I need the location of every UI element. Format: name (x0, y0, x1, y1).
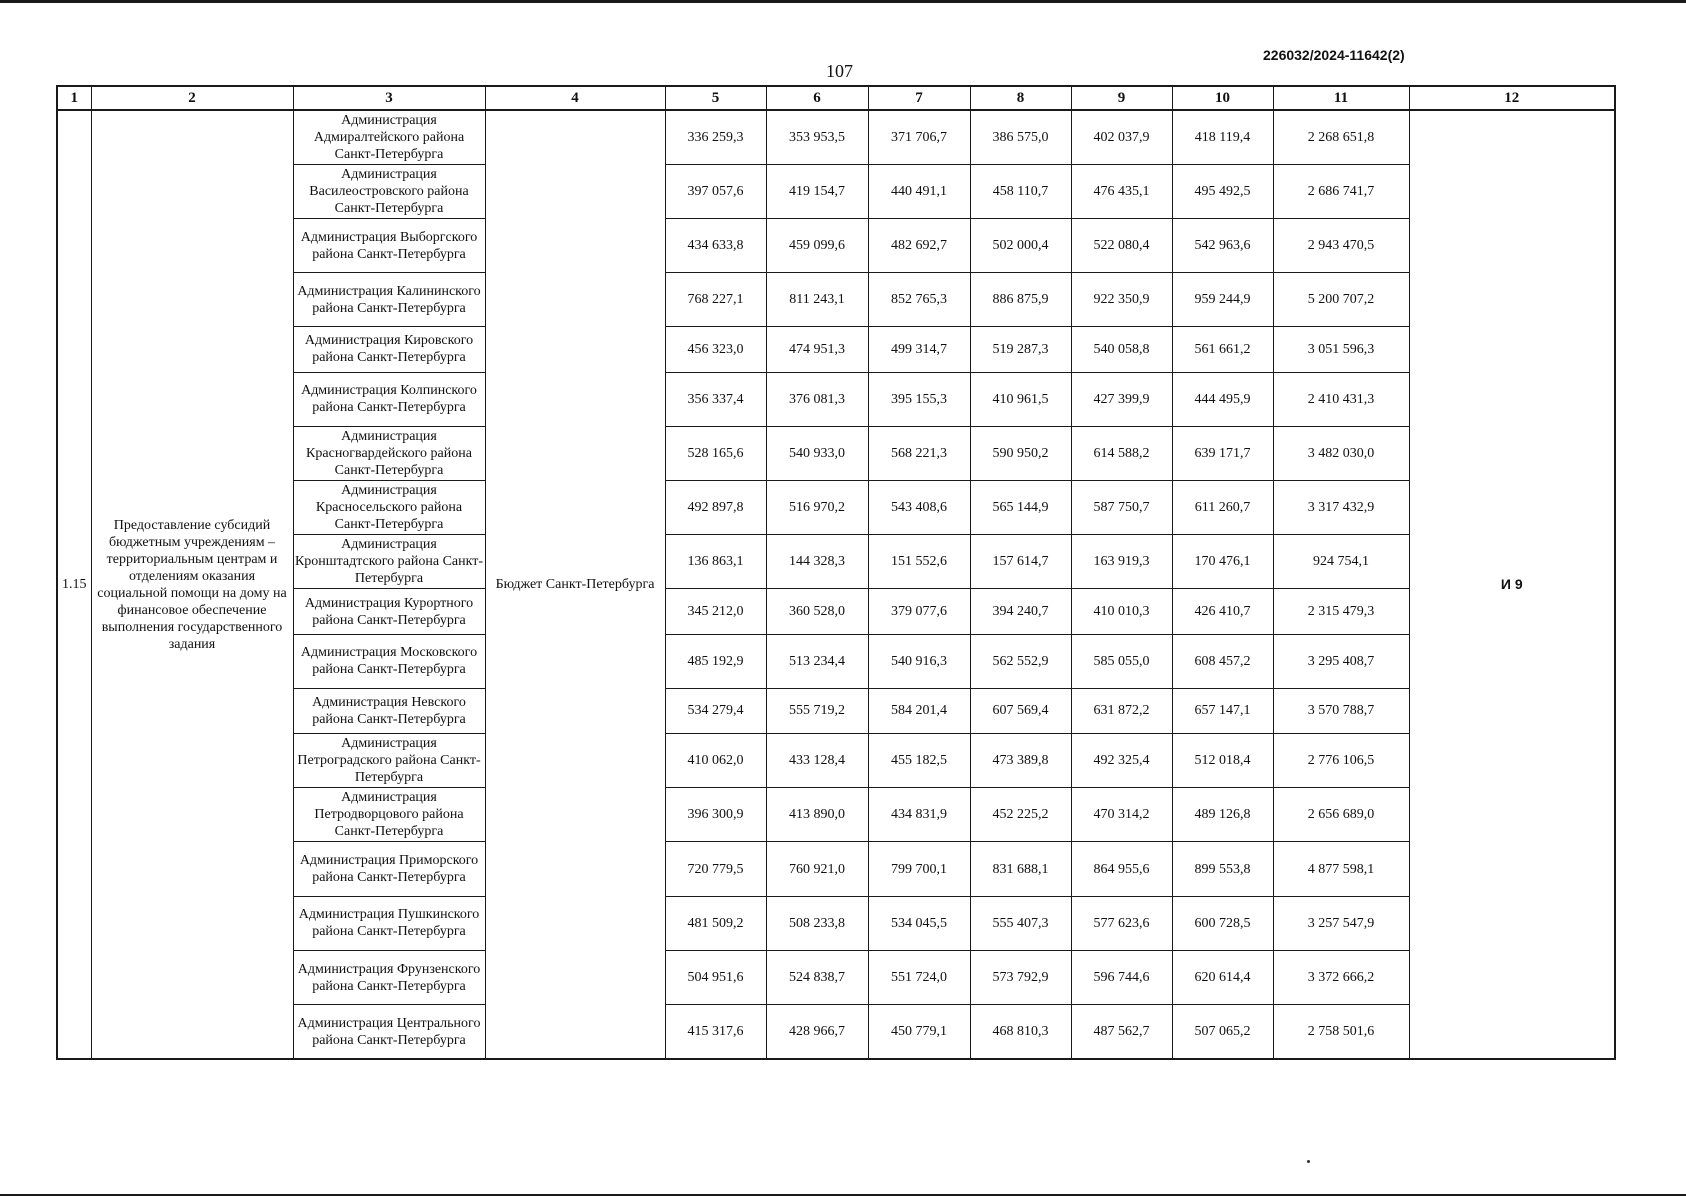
value-cell: 886 875,9 (970, 273, 1071, 327)
value-cell: 657 147,1 (1172, 688, 1273, 733)
executor-cell: Администрация Калининского района Санкт-Петербурга (293, 273, 485, 327)
value-cell: 394 240,7 (970, 589, 1071, 634)
value-cell: 396 300,9 (665, 788, 766, 842)
value-cell: 3 482 030,0 (1273, 426, 1409, 480)
value-cell: 524 838,7 (766, 950, 868, 1004)
column-header: 5 (665, 86, 766, 110)
value-cell: 371 706,7 (868, 110, 970, 164)
value-cell: 163 919,3 (1071, 535, 1172, 589)
executor-cell: Администрация Петроградского района Санкт-Петербурга (293, 734, 485, 788)
value-cell: 482 692,7 (868, 218, 970, 272)
page-number: 107 (826, 61, 853, 81)
funding-source: Бюджет Санкт-Петербурга (485, 110, 665, 1059)
executor-cell: Администрация Центрального района Санкт-Петербурга (293, 1005, 485, 1059)
column-header: 2 (91, 86, 293, 110)
value-cell: 499 314,7 (868, 327, 970, 372)
value-cell: 3 051 596,3 (1273, 327, 1409, 372)
value-cell: 534 279,4 (665, 688, 766, 733)
value-cell: 3 570 788,7 (1273, 688, 1409, 733)
item-code: 1.15 (57, 110, 91, 1059)
value-cell: 614 588,2 (1071, 426, 1172, 480)
executor-cell: Администрация Московского района Санкт-Петербурга (293, 634, 485, 688)
value-cell: 492 897,8 (665, 481, 766, 535)
value-cell: 607 569,4 (970, 688, 1071, 733)
value-cell: 450 779,1 (868, 1005, 970, 1059)
value-cell: 336 259,3 (665, 110, 766, 164)
value-cell: 4 877 598,1 (1273, 842, 1409, 896)
executor-cell: Администрация Кировского района Санкт-Петербурга (293, 327, 485, 372)
value-cell: 584 201,4 (868, 688, 970, 733)
value-cell: 476 435,1 (1071, 164, 1172, 218)
executor-cell: Администрация Адмиралтейского района Санкт-Петербурга (293, 110, 485, 164)
bottom-border-line (0, 1194, 1686, 1196)
value-cell: 2 315 479,3 (1273, 589, 1409, 634)
top-border-line (0, 0, 1686, 3)
value-cell: 2 758 501,6 (1273, 1005, 1409, 1059)
value-cell: 489 126,8 (1172, 788, 1273, 842)
value-cell: 410 961,5 (970, 372, 1071, 426)
column-header: 9 (1071, 86, 1172, 110)
value-cell: 495 492,5 (1172, 164, 1273, 218)
budget-table (56, 85, 1616, 1060)
value-cell: 852 765,3 (868, 273, 970, 327)
value-cell: 418 119,4 (1172, 110, 1273, 164)
value-cell: 639 171,7 (1172, 426, 1273, 480)
value-cell: 2 410 431,3 (1273, 372, 1409, 426)
value-cell: 596 744,6 (1071, 950, 1172, 1004)
value-cell: 356 337,4 (665, 372, 766, 426)
value-cell: 434 633,8 (665, 218, 766, 272)
column-header: 3 (293, 86, 485, 110)
executor-cell: Администрация Василеостровского района Санкт-Петербурга (293, 164, 485, 218)
value-cell: 440 491,1 (868, 164, 970, 218)
executor-cell: Администрация Невского района Санкт-Петербурга (293, 688, 485, 733)
value-cell: 577 623,6 (1071, 896, 1172, 950)
table-body (57, 110, 1615, 1059)
column-header: 6 (766, 86, 868, 110)
scan-speck (1307, 1160, 1310, 1163)
executor-cell: Администрация Приморского района Санкт-Петербурга (293, 842, 485, 896)
value-cell: 5 200 707,2 (1273, 273, 1409, 327)
value-cell: 502 000,4 (970, 218, 1071, 272)
value-cell: 811 243,1 (766, 273, 868, 327)
executor-cell: Администрация Выборгского района Санкт-Петербурга (293, 218, 485, 272)
executor-cell: Администрация Красносельского района Санкт-Петербурга (293, 481, 485, 535)
value-cell: 760 921,0 (766, 842, 868, 896)
column-header: 8 (970, 86, 1071, 110)
document-id: 226032/2024-11642(2) (1263, 47, 1405, 63)
column-header: 1 (57, 86, 91, 110)
value-cell: 444 495,9 (1172, 372, 1273, 426)
value-cell: 433 128,4 (766, 734, 868, 788)
value-cell: 144 328,3 (766, 535, 868, 589)
value-cell: 551 724,0 (868, 950, 970, 1004)
value-cell: 587 750,7 (1071, 481, 1172, 535)
value-cell: 492 325,4 (1071, 734, 1172, 788)
value-cell: 458 110,7 (970, 164, 1071, 218)
column-header: 7 (868, 86, 970, 110)
column-header: 12 (1409, 86, 1615, 110)
value-cell: 413 890,0 (766, 788, 868, 842)
value-cell: 395 155,3 (868, 372, 970, 426)
value-cell: 2 943 470,5 (1273, 218, 1409, 272)
value-cell: 959 244,9 (1172, 273, 1273, 327)
value-cell: 455 182,5 (868, 734, 970, 788)
value-cell: 631 872,2 (1071, 688, 1172, 733)
value-cell: 419 154,7 (766, 164, 868, 218)
value-cell: 360 528,0 (766, 589, 868, 634)
value-cell: 3 372 666,2 (1273, 950, 1409, 1004)
value-cell: 516 970,2 (766, 481, 868, 535)
value-cell: 522 080,4 (1071, 218, 1172, 272)
item-description: Предоставление субсидий бюджетным учреждениям – территориальным центрам и отделениям оказания социальной помощи на дому на финансовое обеспечение выполнения государственного задания (91, 110, 293, 1059)
column-header: 10 (1172, 86, 1273, 110)
value-cell: 600 728,5 (1172, 896, 1273, 950)
value-cell: 379 077,6 (868, 589, 970, 634)
value-cell: 534 045,5 (868, 896, 970, 950)
value-cell: 353 953,5 (766, 110, 868, 164)
value-cell: 468 810,3 (970, 1005, 1071, 1059)
column-header: 11 (1273, 86, 1409, 110)
value-cell: 428 966,7 (766, 1005, 868, 1059)
value-cell: 473 389,8 (970, 734, 1071, 788)
value-cell: 565 144,9 (970, 481, 1071, 535)
value-cell: 620 614,4 (1172, 950, 1273, 1004)
value-cell: 386 575,0 (970, 110, 1071, 164)
value-cell: 426 410,7 (1172, 589, 1273, 634)
value-cell: 573 792,9 (970, 950, 1071, 1004)
value-cell: 864 955,6 (1071, 842, 1172, 896)
result-reference: И 9 (1409, 110, 1615, 1059)
value-cell: 899 553,8 (1172, 842, 1273, 896)
value-cell: 799 700,1 (868, 842, 970, 896)
executor-cell: Администрация Колпинского района Санкт-Петербурга (293, 372, 485, 426)
value-cell: 3 317 432,9 (1273, 481, 1409, 535)
value-cell: 481 509,2 (665, 896, 766, 950)
value-cell: 608 457,2 (1172, 634, 1273, 688)
value-cell: 720 779,5 (665, 842, 766, 896)
value-cell: 542 963,6 (1172, 218, 1273, 272)
value-cell: 136 863,1 (665, 535, 766, 589)
value-cell: 519 287,3 (970, 327, 1071, 372)
value-cell: 507 065,2 (1172, 1005, 1273, 1059)
executor-cell: Администрация Пушкинского района Санкт-Петербурга (293, 896, 485, 950)
executor-cell: Администрация Фрунзенского района Санкт-Петербурга (293, 950, 485, 1004)
table-row (57, 110, 1615, 164)
value-cell: 434 831,9 (868, 788, 970, 842)
value-cell: 2 776 106,5 (1273, 734, 1409, 788)
column-number-row (57, 86, 1615, 110)
value-cell: 170 476,1 (1172, 535, 1273, 589)
value-cell: 485 192,9 (665, 634, 766, 688)
value-cell: 2 268 651,8 (1273, 110, 1409, 164)
value-cell: 2 656 689,0 (1273, 788, 1409, 842)
value-cell: 540 933,0 (766, 426, 868, 480)
value-cell: 345 212,0 (665, 589, 766, 634)
value-cell: 402 037,9 (1071, 110, 1172, 164)
value-cell: 512 018,4 (1172, 734, 1273, 788)
executor-cell: Администрация Кронштадтского района Санкт-Петербурга (293, 535, 485, 589)
value-cell: 555 407,3 (970, 896, 1071, 950)
value-cell: 157 614,7 (970, 535, 1071, 589)
value-cell: 2 686 741,7 (1273, 164, 1409, 218)
value-cell: 528 165,6 (665, 426, 766, 480)
value-cell: 397 057,6 (665, 164, 766, 218)
value-cell: 561 661,2 (1172, 327, 1273, 372)
value-cell: 452 225,2 (970, 788, 1071, 842)
value-cell: 151 552,6 (868, 535, 970, 589)
value-cell: 568 221,3 (868, 426, 970, 480)
value-cell: 543 408,6 (868, 481, 970, 535)
value-cell: 459 099,6 (766, 218, 868, 272)
executor-cell: Администрация Красногвардейского района Санкт-Петербурга (293, 426, 485, 480)
value-cell: 924 754,1 (1273, 535, 1409, 589)
executor-cell: Администрация Курортного района Санкт-Петербурга (293, 589, 485, 634)
value-cell: 487 562,7 (1071, 1005, 1172, 1059)
value-cell: 611 260,7 (1172, 481, 1273, 535)
value-cell: 427 399,9 (1071, 372, 1172, 426)
value-cell: 376 081,3 (766, 372, 868, 426)
value-cell: 410 010,3 (1071, 589, 1172, 634)
value-cell: 540 916,3 (868, 634, 970, 688)
value-cell: 585 055,0 (1071, 634, 1172, 688)
value-cell: 3 295 408,7 (1273, 634, 1409, 688)
value-cell: 3 257 547,9 (1273, 896, 1409, 950)
value-cell: 415 317,6 (665, 1005, 766, 1059)
value-cell: 540 058,8 (1071, 327, 1172, 372)
value-cell: 470 314,2 (1071, 788, 1172, 842)
executor-cell: Администрация Петродворцового района Санкт-Петербурга (293, 788, 485, 842)
column-header: 4 (485, 86, 665, 110)
value-cell: 456 323,0 (665, 327, 766, 372)
value-cell: 508 233,8 (766, 896, 868, 950)
value-cell: 513 234,4 (766, 634, 868, 688)
value-cell: 768 227,1 (665, 273, 766, 327)
value-cell: 831 688,1 (970, 842, 1071, 896)
value-cell: 555 719,2 (766, 688, 868, 733)
value-cell: 410 062,0 (665, 734, 766, 788)
value-cell: 590 950,2 (970, 426, 1071, 480)
value-cell: 474 951,3 (766, 327, 868, 372)
value-cell: 922 350,9 (1071, 273, 1172, 327)
value-cell: 562 552,9 (970, 634, 1071, 688)
value-cell: 504 951,6 (665, 950, 766, 1004)
